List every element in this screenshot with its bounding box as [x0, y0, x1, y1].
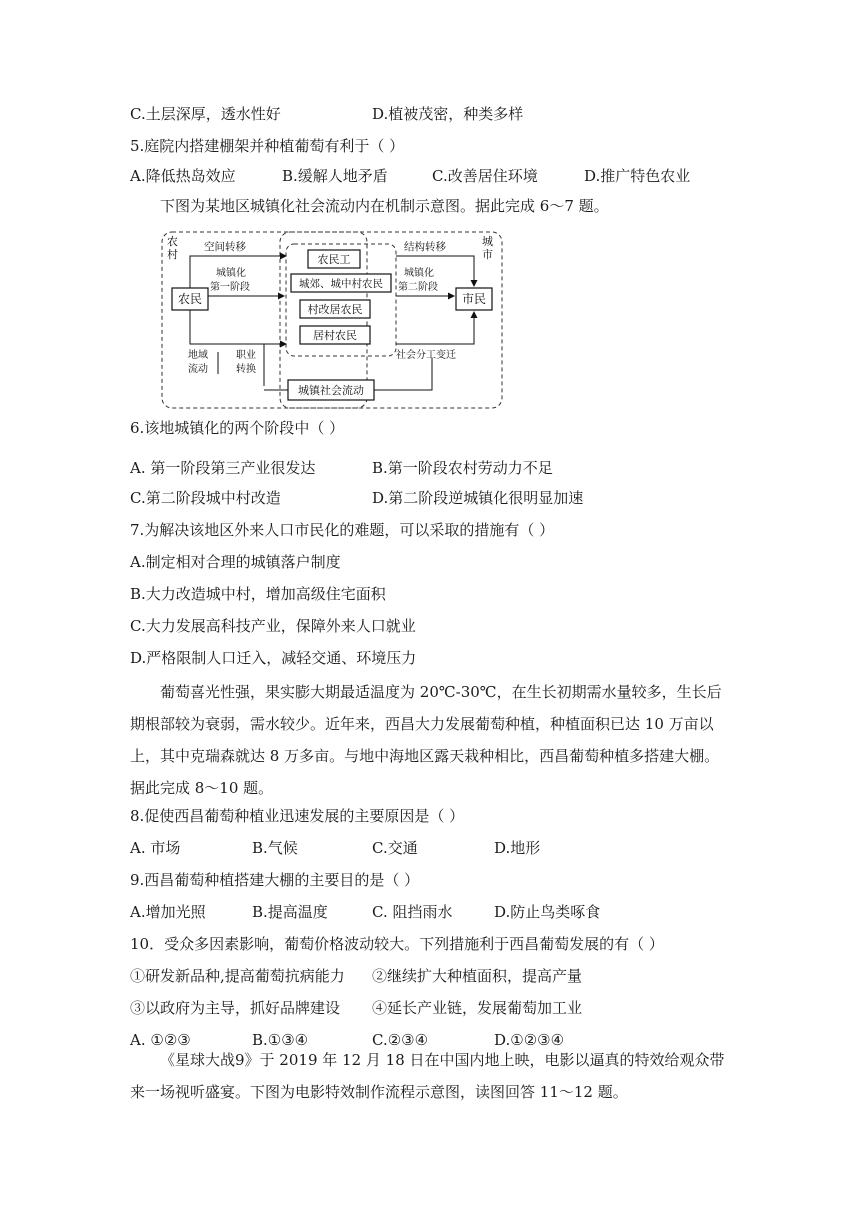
village-reform-label: 村改居农民	[307, 303, 363, 316]
option-7a: A.制定相对合理的城镇落户制度	[130, 553, 341, 571]
urbanization-mechanism-diagram	[160, 226, 506, 412]
job-change-1: 职业	[236, 350, 256, 361]
option-8d: D.地形	[494, 839, 541, 857]
statement-10-3: ③以政府为主导，抓好品牌建设	[130, 999, 341, 1017]
question-10-stem: 10．受众多因素影响，葡萄价格波动较大。下列措施利于西昌葡萄发展的有（ ）	[130, 935, 664, 953]
option-10d: D.①②③④	[494, 1031, 565, 1049]
farmer-label: 农民	[177, 292, 203, 306]
option-7b: B.大力改造城中村，增加高级住宅面积	[130, 585, 386, 603]
rural-label-1: 农	[167, 235, 178, 248]
option-7d: D.严格限制人口迁入，减轻交通、环境压力	[130, 649, 417, 667]
option-10b: B.①③④	[252, 1031, 309, 1049]
urban-label-2: 市	[482, 248, 493, 261]
option-10a: A. ①②③	[130, 1031, 191, 1049]
urban-label-1: 城	[482, 235, 493, 248]
question-5-stem: 5.庭院内搭建棚架并种植葡萄有利于（ ）	[130, 137, 405, 155]
urban-social-flow-label: 城镇社会流动	[298, 384, 364, 397]
intro-8-10: 葡萄喜光性强，果实膨大期最适温度为 20℃-30℃，在生长初期需水量较多，生长后期根部较为衰弱，需水较少。近年来，西昌大力发展葡萄种植，种植面积已达 10 万亩以上，其中克瑞森就达 8 万多亩。与地中海地区露天栽种相比，西昌葡萄种植多搭建大棚。据此完成 8～10 题。	[130, 683, 722, 797]
intro-6-7: 下图为某地区城镇化社会流动内在机制示意图。据此完成 6～7 题。	[160, 197, 609, 215]
regional-flow-1: 地域	[188, 350, 208, 361]
space-transfer-label: 空间转移	[204, 241, 246, 253]
rural-label-2: 村	[167, 248, 178, 261]
citizen-lower-arrow	[396, 312, 474, 344]
question-8-stem: 8.促使西昌葡萄种植业迅速发展的主要原因是（ ）	[130, 807, 465, 825]
option-5b: B.缓解人地矛盾	[282, 167, 388, 185]
option-5d: D.推广特色农业	[584, 167, 691, 185]
option-4d: D.植被茂密，种类多样	[372, 105, 524, 123]
stage1-label-1: 城镇化	[216, 268, 246, 279]
option-6a: A. 第一阶段第三产业很发达	[130, 459, 316, 477]
migrant-worker-label: 农民工	[317, 253, 351, 266]
option-5c: C.改善居住环境	[432, 167, 538, 185]
intro-11-12: 《星球大战9》于 2019 年 12 月 18 日在中国内地上映，电影以逼真的特效给观众带来一场视听盛宴。下图为电影特效制作流程示意图，读图回答 11～12 题。	[130, 1051, 725, 1101]
option-9b: B.提高温度	[252, 903, 328, 921]
stage2-label-1: 城镇化	[404, 268, 434, 279]
suburb-farmer-label: 城郊、城中村农民	[299, 278, 383, 290]
option-6b: B.第一阶段农村劳动力不足	[372, 459, 553, 477]
option-7c: C.大力发展高科技产业，保障外来人口就业	[130, 617, 416, 635]
statement-10-2: ②继续扩大种植面积，提高产量	[372, 967, 583, 985]
option-5a: A.降低热岛效应	[130, 167, 236, 185]
question-9-stem: 9.西昌葡萄种植搭建大棚的主要目的是（ ）	[130, 871, 420, 889]
job-change-2: 转换	[236, 364, 256, 375]
question-7-stem: 7.为解决该地区外来人口市民化的难题，可以采取的措施有（ ）	[130, 521, 555, 539]
regional-flow-2: 流动	[188, 364, 208, 375]
option-4c: C.土层深厚，透水性好	[130, 105, 281, 123]
citizen-label: 市民	[461, 292, 487, 306]
structure-transfer-label: 结构转移	[404, 241, 446, 253]
option-9c: C. 阻挡雨水	[372, 903, 453, 921]
village-resident-label: 居村农民	[313, 329, 357, 342]
option-6c: C.第二阶段城中村改造	[130, 489, 281, 507]
stage1-label-2: 第一阶段	[210, 282, 250, 293]
option-8a: A. 市场	[130, 839, 181, 857]
division-change-label: 社会分工变迁	[396, 350, 456, 361]
option-8b: B.气候	[252, 839, 298, 857]
farmer-lower-arrow	[190, 310, 286, 344]
statement-10-1: ①研发新品种,提高葡萄抗病能力	[130, 967, 345, 985]
option-10c: C.②③④	[372, 1031, 429, 1049]
option-6d: D.第二阶段逆城镇化很明显加速	[372, 489, 584, 507]
statement-10-4: ④延长产业链，发展葡萄加工业	[372, 999, 583, 1017]
option-9a: A.增加光照	[130, 903, 206, 921]
option-8c: C.交通	[372, 839, 418, 857]
option-9d: D.防止鸟类啄食	[494, 903, 601, 921]
question-6-stem: 6.该地城镇化的两个阶段中（ ）	[130, 419, 345, 437]
bottom-link-right	[374, 358, 432, 390]
stage2-label-2: 第二阶段	[398, 282, 438, 293]
